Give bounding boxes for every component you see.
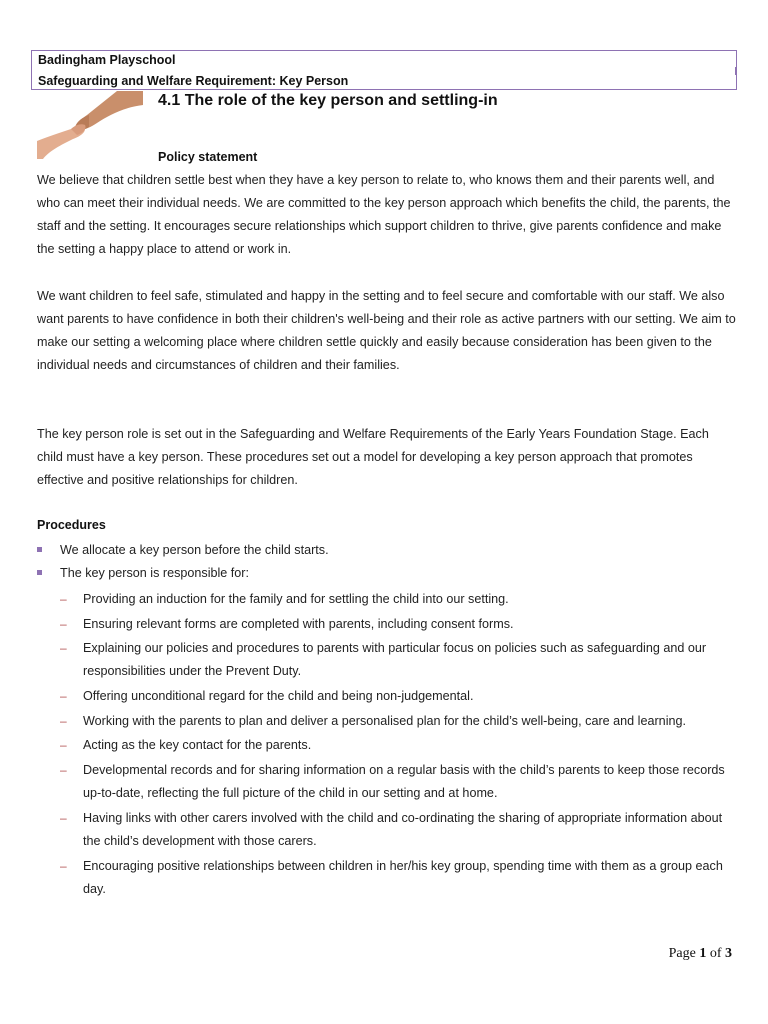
page-number — [669, 946, 732, 962]
paragraph-1: We believe that children settle best when they have a key person to relate to, who knows them and their parents well, and who can meet their individual needs. We are committed to the key person approach which benefits the child, the parents, the staff and the setting. It encourages secure relationships which support children to thrive, give parents confidence and make the setting a happy place to attend or work in. — [37, 173, 731, 256]
document-header — [31, 50, 737, 90]
list-item-text: We allocate a key person before the child starts. — [60, 543, 329, 557]
list-item-text: Working with the parents to plan and deliver a personalised plan for the child’s well-being, care and learning. — [83, 713, 686, 728]
list-item-text: Providing an induction for the family and for settling the child into our setting. — [83, 592, 509, 606]
policy-statement-heading: Policy statement — [158, 150, 258, 164]
header-marker — [735, 67, 737, 75]
list-item — [60, 613, 740, 636]
dash-bullet-icon: – — [60, 713, 67, 728]
list-item-text: Having links with other carers involved with the child and co-ordinating the sharing of appropriate information about the child’s development with those carers. — [83, 810, 723, 848]
list-item — [37, 562, 737, 585]
list-item-text: Acting as the key contact for the parents. — [83, 738, 312, 753]
dash-bullet-icon: – — [60, 810, 67, 825]
paragraph-3: The key person role is set out in the Safeguarding and Welfare Requirements of the Early Years Foundation Stage. Each child must have a key person. These procedures set out a model for developing a key person approach that promotes effective and positive relationships for children. — [37, 427, 709, 487]
school-name: Badingham Playschool — [38, 53, 176, 67]
list-item-text: Developmental records and for sharing information on a regular basis with the child’s parents to keep those records up-to-date, reflecting the full picture of the child in our setting and at home. — [83, 763, 725, 801]
responsibilities-list — [60, 588, 740, 902]
dash-bullet-icon: – — [60, 592, 67, 606]
list-item — [60, 685, 740, 708]
page-word: Page — [668, 946, 696, 961]
list-item-text: The key person is responsible for: — [60, 566, 249, 580]
list-item — [60, 637, 740, 683]
requirement-title: Safeguarding and Welfare Requirement: Key Person — [38, 74, 349, 88]
list-item-text: Explaining our policies and procedures to parents with particular focus on policies such as safeguarding and our responsibilities under the Prevent Duty. — [83, 641, 707, 679]
dash-bullet-icon: – — [60, 641, 67, 656]
policy-title: 4.1 The role of the key person and settling-in — [158, 92, 498, 109]
dash-bullet-icon: – — [60, 689, 67, 704]
square-bullet-icon — [37, 570, 42, 575]
list-item — [60, 588, 740, 611]
dash-bullet-icon: – — [60, 858, 67, 873]
list-item — [60, 759, 740, 805]
square-bullet-icon — [37, 547, 42, 552]
list-item — [60, 855, 740, 901]
list-item-text: Encouraging positive relationships between children in her/his key group, spending time with them as a group each day. — [83, 858, 723, 896]
hands-icon — [37, 91, 143, 159]
current-page: 1 — [699, 946, 707, 961]
list-item — [60, 734, 740, 757]
procedures-heading: Procedures — [37, 518, 106, 532]
list-item — [37, 539, 737, 562]
list-item — [60, 710, 740, 733]
of-word: of — [709, 946, 722, 961]
dash-bullet-icon: – — [60, 738, 67, 753]
total-pages: 3 — [725, 946, 732, 961]
dash-bullet-icon: – — [60, 616, 67, 631]
list-item-text: Ensuring relevant forms are completed with parents, including consent forms. — [83, 616, 514, 631]
paragraph-2: We want children to feel safe, stimulated and happy in the setting and to feel secure and comfortable with our staff. We also want parents to have confidence in both their children's well-being and their role as active partners with our setting. We aim to make our setting a welcoming place where children settle quickly and easily because consideration has been given to the individual needs and circumstances of children and their families. — [37, 289, 736, 372]
dash-bullet-icon: – — [60, 763, 67, 778]
list-item-text: Offering unconditional regard for the child and being non-judgemental. — [83, 689, 474, 704]
list-item — [60, 807, 740, 853]
procedures-list — [37, 539, 737, 585]
